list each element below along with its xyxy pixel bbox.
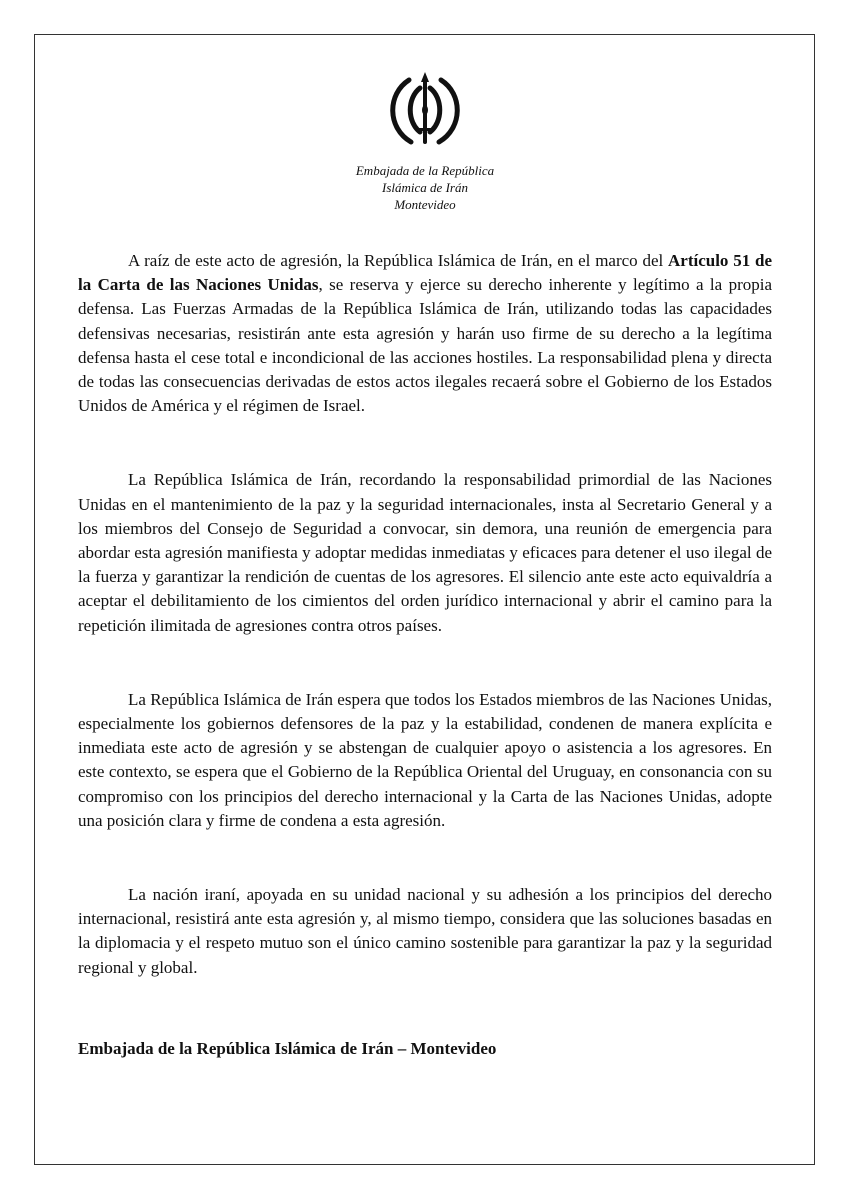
letterhead-line-1: Embajada de la República [355, 163, 495, 178]
signature: Embajada de la República Islámica de Irán – Montevideo [78, 1039, 497, 1058]
iran-emblem-icon [385, 70, 465, 150]
paragraph-3: La República Islámica de Irán espera que todos los Estados miembros de las Naciones Unidas, especialmente los gobiernos defensores de la paz y la estabilidad, condenen de manera explícita e inmediata este acto de agresión y se abstengan de cualquier apoyo o asistencia a los agresores. En este contexto, se espera que el Gobierno de la República Oriental del Uruguay, en consonancia con su compromiso con los principios del derecho internacional y la Carta de las Naciones Unidas, adopte una posición clara y firme de condena a esta agresión. [78, 689, 772, 830]
paragraph-1-intro: A raíz de este acto de agresión, la República Islámica de Irán, en el marco del [128, 251, 668, 270]
paragraph-2: La República Islámica de Irán, recordando la responsabilidad primordial de las Naciones Unidas en el mantenimiento de la paz y la seguridad internacionales, insta al Secretario General y a los miembros del Consejo de Seguridad a convocar, sin demora, una reunión de emergencia para abordar esta agresión manifiesta y adoptar medidas inmediatas y eficaces para detener el uso ilegal de la fuerza y garantizar la rendición de cuentas de los agresores. El silencio ante este acto equivaldría a aceptar el debilitamiento de los cimientos del orden jurídico internacional y abrir el camino para la repetición ilimitada de agresiones contra otros países. [78, 470, 772, 635]
paragraph-1 [78, 249, 772, 418]
letterhead-line-2: Islámica de Irán [382, 180, 468, 195]
letterhead-line-3: Montevideo [394, 197, 456, 212]
paragraph-4: La nación iraní, apoyada en su unidad nacional y su adhesión a los principios del derecho internacional, resistirá ante esta agresión y, al mismo tiempo, considera que las soluciones basadas en la diplomacia y el respeto mutuo son el único camino sostenible para garantizar la paz y la seguridad regional y global. [78, 885, 772, 977]
paragraph-1-rest: , se reserva y ejerce su derecho inherente y legítimo a la propia defensa. Las Fuerzas Armadas de la República Islámica de Irán, utilizando todas las capacidades defensivas necesarias, resistirán ante esta agresión y harán uso firme de su derecho a la legítima defensa hasta el cese total e incondicional de las acciones hostiles. La responsabilidad plena y directa de todas las consecuencias derivadas de estos actos ilegales recaerá sobre el Gobierno de los Estados Unidos de América y el régimen de Israel. [78, 275, 772, 416]
document-body [78, 249, 772, 1030]
letterhead [300, 162, 550, 213]
article-51-reference: Artículo 51 de la Carta de las Naciones Unidas [78, 251, 772, 295]
